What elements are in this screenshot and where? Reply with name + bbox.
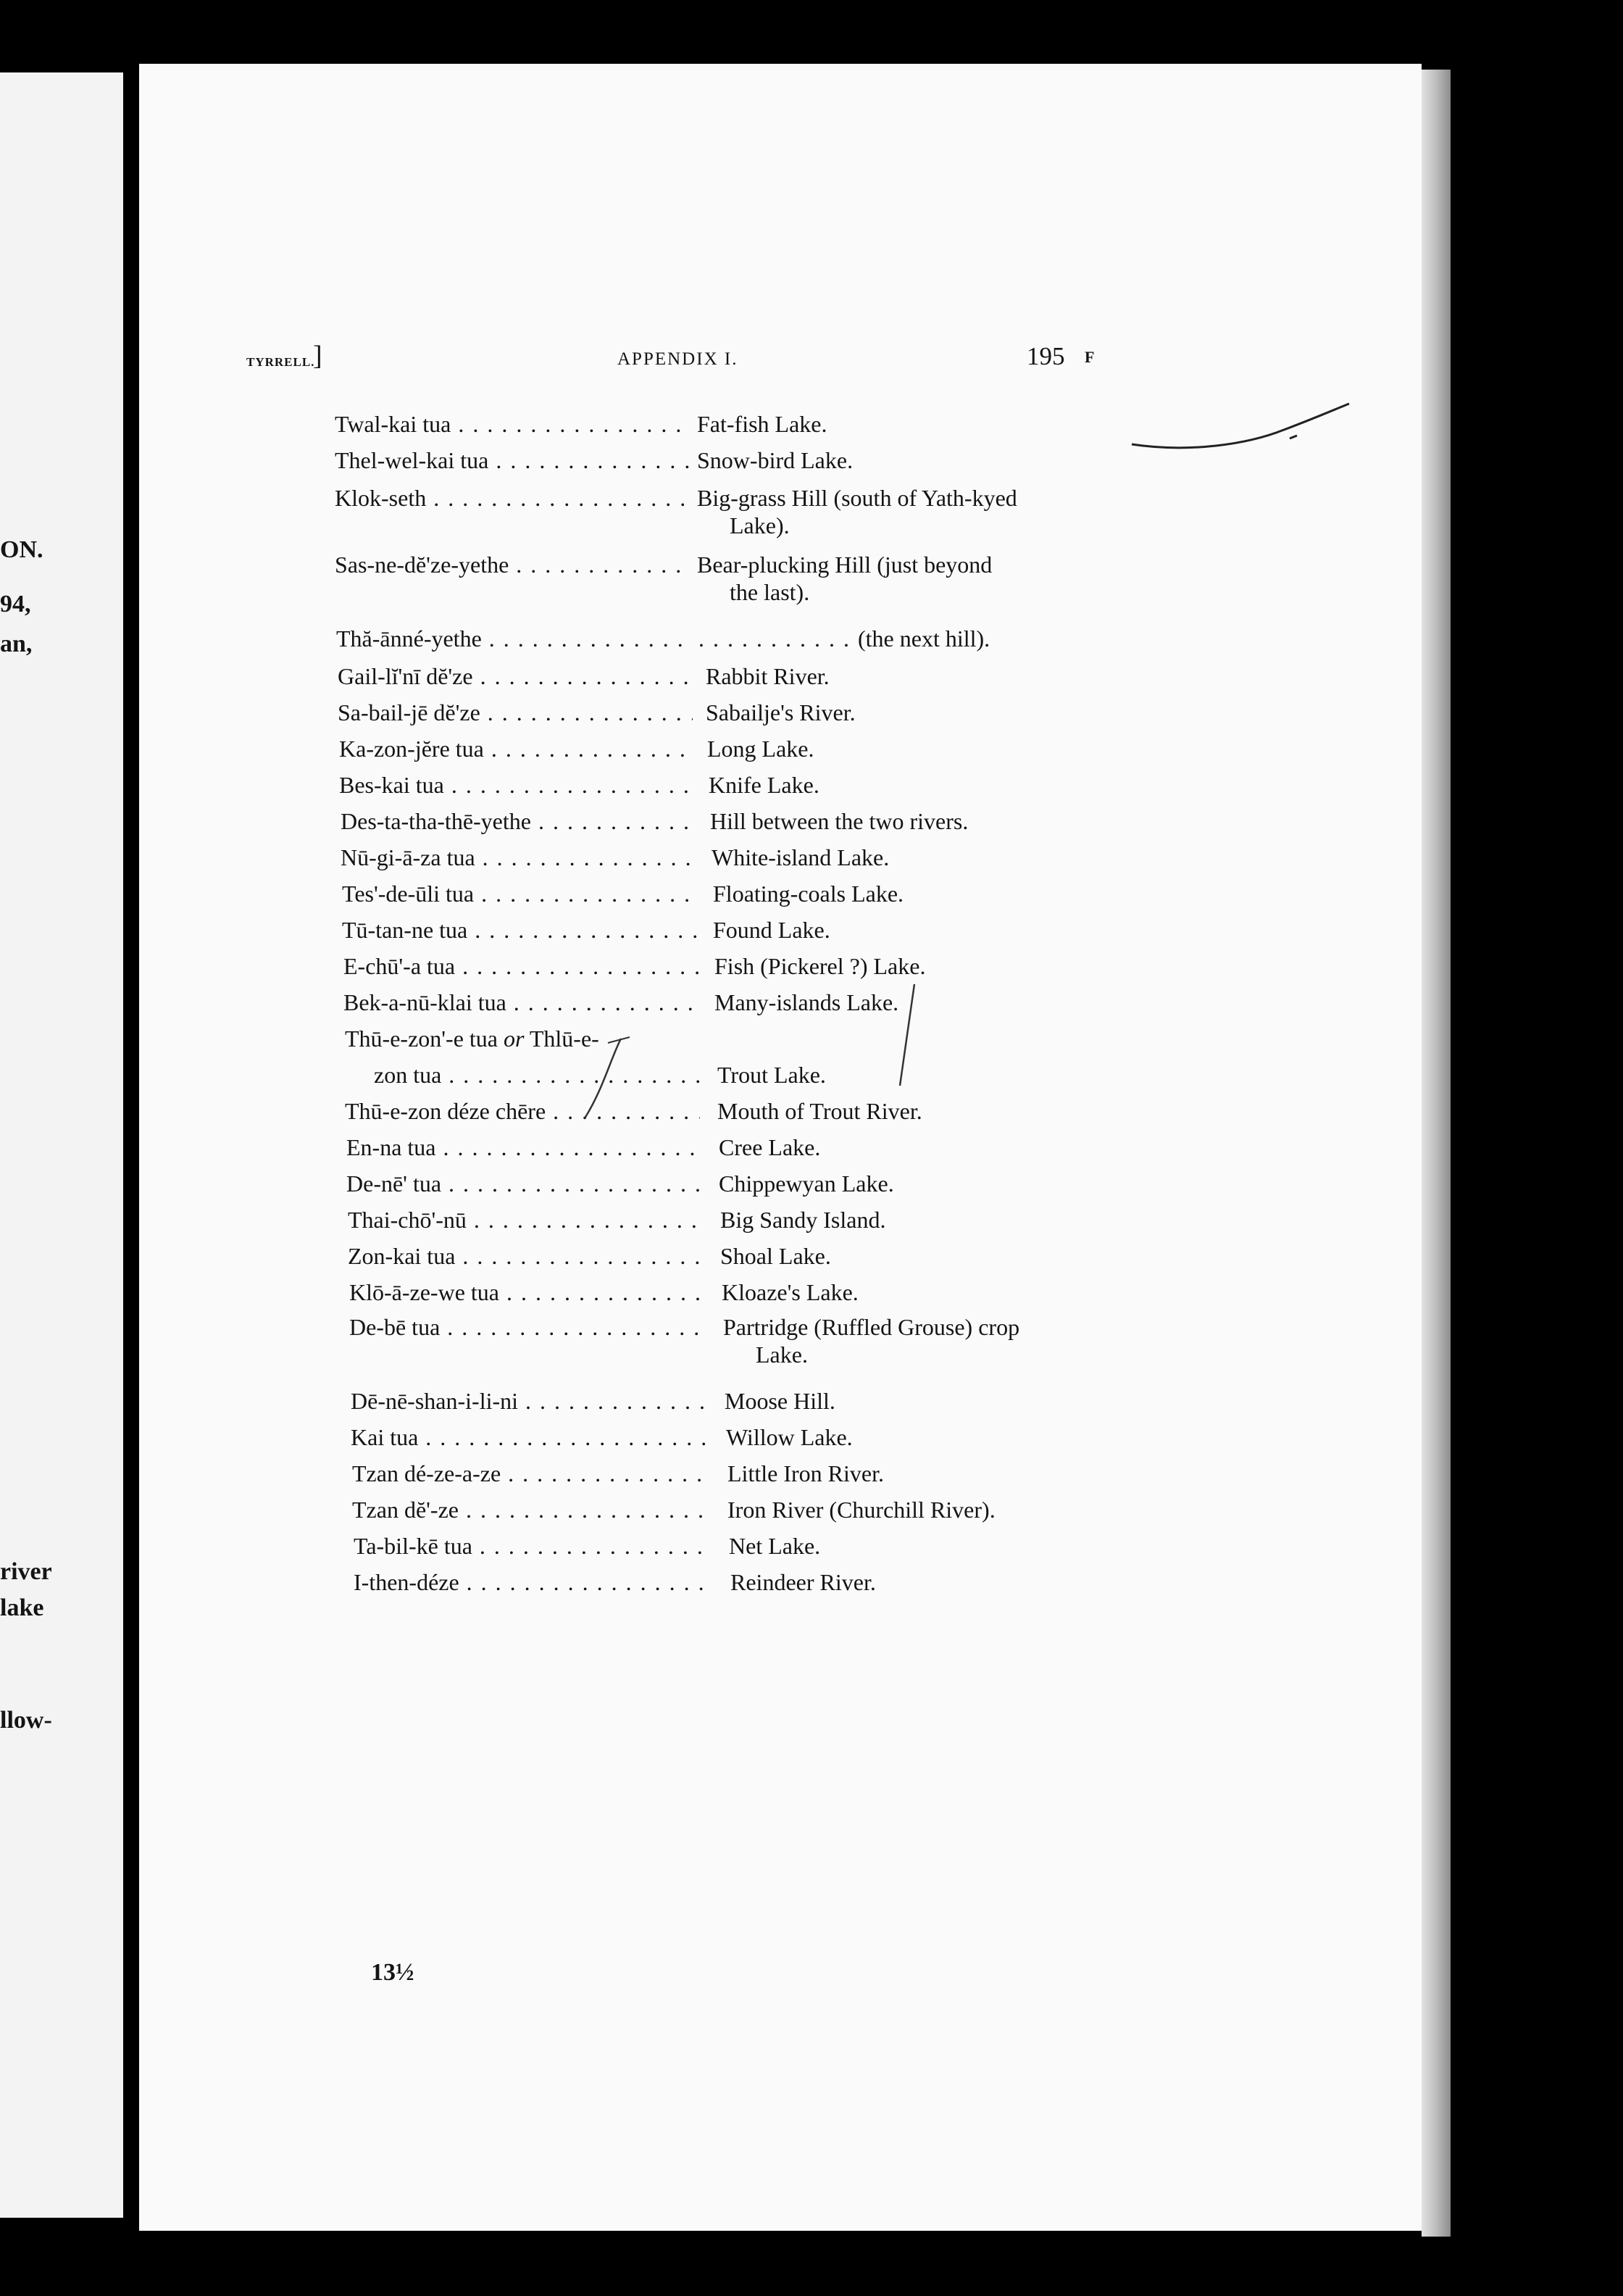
entry-meaning: Iron River (Churchill River). [727,1497,996,1523]
entry-term: Ta-bil-kē tua . . . [354,1532,709,1560]
entry-meaning-continuation: the last). [730,579,810,605]
header-bracket: ] [313,341,322,371]
facing-page-fragment: an, [0,631,33,657]
entry-meaning: Hill between the two rivers. [710,808,969,834]
entry-term: Twal-kai tua . . . [335,410,690,438]
entry-term: Dē-nē-shan-i-li-ni . . . [351,1387,706,1415]
entry-term: Thă-ānné-yethe . . . [336,625,691,652]
entry-meaning: Fat-fish Lake. [697,411,827,437]
entry-term: Kai tua . . . [351,1423,706,1451]
entry-meaning: . . . (the next hill). [698,625,1271,652]
entry-meaning: Knife Lake. [709,772,819,798]
entry-term: E-chū'-a tua . . . [343,952,698,980]
entry-meaning: Willow Lake. [726,1424,853,1450]
entry-meaning: Reindeer River. [730,1569,876,1595]
entry-meaning: Fish (Pickerel ?) Lake. [714,953,926,979]
entry-meaning: Mouth of Trout River. [717,1098,922,1124]
entry-meaning-continuation: Lake. [756,1342,808,1368]
entry-meaning: Kloaze's Lake. [722,1279,859,1305]
facing-page-fragment: lake [0,1594,44,1621]
facing-page-edge [0,72,123,2218]
entry-term: Tū-tan-ne tua . . . [342,916,697,944]
entry-meaning: Big Sandy Island. [720,1207,886,1233]
entry-meaning-line: Big-grass Hill (south of Yath-kyed [697,485,1017,511]
entry-term: Klok-seth . . . [335,484,690,512]
facing-page-fragment: river [0,1558,52,1585]
entry-term: Thū-e-zon déze chēre . . . [345,1097,700,1125]
entry-term: Nū-gi-ā-za tua . . . [341,844,696,871]
entry-meaning-line: Bear-plucking Hill (just beyond [697,552,993,578]
entry-meaning-line: Partridge (Ruffled Grouse) crop [723,1314,1020,1340]
book-gutter [123,65,139,2232]
sheet-signature: 13½ [371,1959,414,1986]
entry-term: Tes'-de-ūli tua . . . [342,880,697,907]
entry-term: Zon-kai tua . . . [348,1242,703,1270]
header-title: APPENDIX I. [617,349,738,369]
facing-page-fragment: ON. [0,536,43,563]
entry-meaning: Floating-coals Lake. [713,881,904,907]
entry-meaning: Many-islands Lake. [714,989,899,1015]
entry-meaning: White-island Lake. [712,844,890,870]
entry-term: Bek-a-nū-klai tua . . . [343,989,698,1016]
entry-term-or: or [503,1026,525,1052]
running-header [139,342,1422,371]
entry-term: Sas-ne-dĕ'ze-yethe . . . [335,551,690,578]
book-page [139,64,1422,2231]
entry-term: De-bē tua . . . [349,1313,704,1341]
entry-term: Bes-kai tua . . . [339,771,694,799]
page-stack-edge [1422,70,1451,2237]
entry-term: Thai-chō'-nū . . . [348,1206,703,1234]
entry-term: I-then-déze . . . [354,1568,709,1596]
entry-term-alt: Thlū-e- [529,1026,599,1052]
entry-meaning [697,484,1269,539]
entry-term: Ka-zon-jĕre tua . . . [339,735,694,762]
entry-meaning: Chippewyan Lake. [719,1170,894,1197]
entry-term: Gail-lĭ'nī dĕ'ze . . . [338,662,693,690]
entry-term: Des-ta-tha-thē-yethe . . . [341,807,696,835]
entry-term-cont-text: zon tua [374,1062,442,1088]
entry-meaning: Net Lake. [729,1533,821,1559]
entry-meaning: Sabailje's River. [706,699,856,725]
entry-term [345,1025,700,1052]
facing-page-fragment: 94, [0,591,31,617]
entry-meaning-continuation: Lake). [730,512,790,538]
header-author: TYRRELL. [246,355,315,369]
entry-meaning: Cree Lake. [719,1134,821,1160]
entry-term: En-na tua . . . [346,1134,701,1161]
entry-term-continuation [345,1061,700,1089]
entry-meaning: Moose Hill. [725,1388,835,1414]
entry-meaning: Trout Lake. [717,1062,826,1088]
entry-meaning: Little Iron River. [727,1460,884,1486]
entry-meaning [697,551,1269,606]
entry-meaning: Snow-bird Lake. [697,447,854,473]
entry-term: Sa-bail-jē dĕ'ze . . . [338,699,693,726]
entry-term: Thel-wel-kai tua . . . [335,446,690,474]
entry-term: Tzan dé-ze-a-ze . . . [352,1460,707,1487]
entry-meaning: Rabbit River. [706,663,830,689]
entry-term: Tzan dĕ'-ze . . . [352,1496,707,1523]
page-signature: F [1085,348,1095,366]
entry-meaning [723,1313,1296,1368]
entry-term-main: Thū-e-zon'-e tua [345,1026,498,1052]
entry-meaning: Found Lake. [713,917,830,943]
facing-page-fragment: llow- [0,1707,52,1734]
page-number: 195 [1027,342,1065,370]
entry-term: Klō-ā-ze-we tua . . . [349,1278,704,1306]
entry-meaning: Long Lake. [707,736,814,762]
entry-meaning: Shoal Lake. [720,1243,831,1269]
entry-term: De-nē' tua . . . [346,1170,701,1197]
